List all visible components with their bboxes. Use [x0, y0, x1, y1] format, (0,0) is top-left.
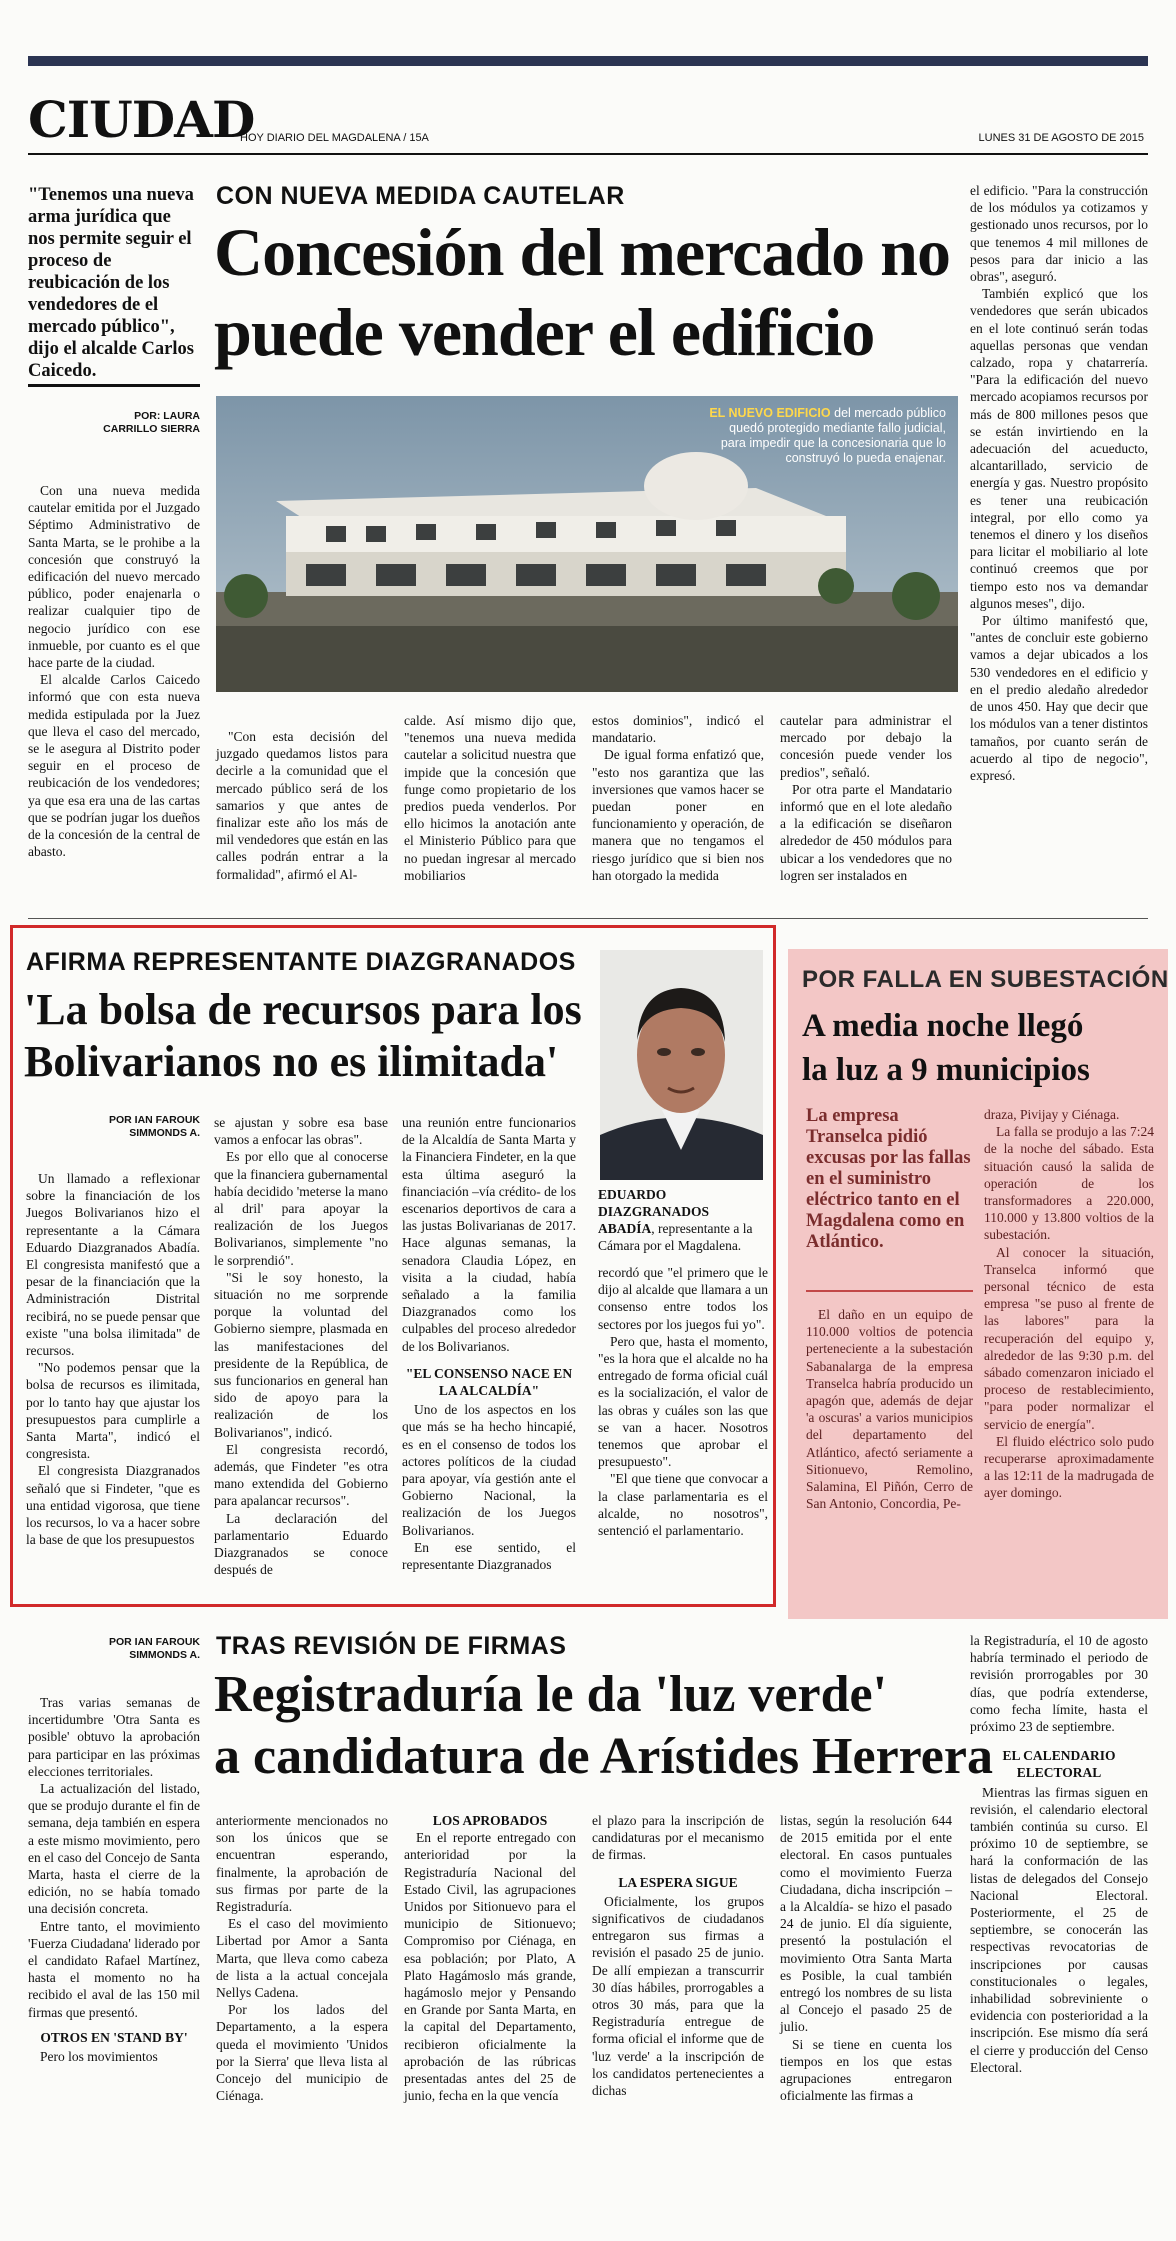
paragraph: el plazo para la inscripción de candidaturas por el mecanismo de firmas. [592, 1813, 764, 1863]
paragraph: Tras varias semanas de incertidumbre 'Otra Santa es posible' obtuvo la aprobación para participar en las próximas elecciones territoriales. [28, 1695, 200, 1779]
paragraph: El alcalde Carlos Caicedo informó que con esta nueva medida estipulada por la Juez que lleva el caso del mercado, se le asegura al Distrito poder seguir en el proceso de reubicación de los vendedores; ya que esa era una de las cartas que se podrían jugar los dueños de la concesión de la central de abasto. [28, 672, 200, 860]
portrait-caption-text: , representante a la Cámara por el Magdalena. [598, 1221, 753, 1253]
paragraph: "El que tiene que convocar a la clase parlamentaria es el alcalde, no nosotros", sentenció el parlamentario. [598, 1471, 768, 1539]
article-column [404, 1812, 576, 2104]
kicker: AFIRMA REPRESENTANTE DIAZGRANADOS [26, 948, 576, 976]
headline-line: a candidatura de Arístides Herrera [214, 1728, 993, 1785]
paragraph: recordó que "el primero que le dijo al alcalde que llamara a un consenso entre todos los sectores por los juegos fui yo". [598, 1265, 768, 1332]
article-column [216, 728, 388, 883]
photo-caption [706, 406, 946, 466]
kicker: POR FALLA EN SUBESTACIÓN [802, 966, 1169, 993]
paragraph: Uno de los aspectos en los que más se ha hecho hincapié, es en el consenso de todos los actores políticos de la ciudad para apoyar, vía gestión ante el Gobierno Nacional, la realización de los Juegos Bolivarianos. [402, 1402, 576, 1538]
paragraph: El daño en un equipo de 110.000 voltios de potencia perteneciente a la subestación Sabanalarga de la empresa Transelca habría producido un apagón que, además de dejar 'a oscuras' a varios municipios del departamento del Atlántico, afectó seriamente a Sitionuevo, Remolino, Salamina, El Piñón, Cerro de San Antonio, Concordia, Pe- [806, 1307, 973, 1512]
paragraph: "No podemos pensar que la bolsa de recursos es ilimitada, por lo tanto hay que ajustar los presupuestos para cumplirle a Santa Marta", indicó el congresista. [26, 1360, 200, 1462]
paragraph: Si se tiene en cuenta los tiempos en los que estas agrupaciones entregaron oficialmente las firmas a [780, 2036, 952, 2104]
photo-caption-text: del mercado público quedó protegido mediante fallo judicial, para impedir que la concesionaria que lo construyó lo pueda enajenar. [720, 406, 946, 465]
subheading: LA ESPERA SIGUE [618, 1874, 738, 1890]
article-column [592, 712, 764, 884]
headline-line: Concesión del mercado no [214, 214, 950, 290]
paragraph: draza, Pivijay y Ciénaga. [984, 1107, 1120, 1122]
paragraph: listas, según la resolución 644 de 2015 emitida por el ente electoral. En casos puntuales como el movimiento Fuerza Ciudadana, dicha inscripción –a la Alcaldía- se hizo el pasado 24 de junio. El día siguiente, presentó la postulación el movimiento Otra Santa Marta es Posible, la cual también entregó los nombres de su lista al Concejo el pasado 25 de julio. [780, 1813, 952, 2035]
headline-line: 'La bolsa de recursos para los [24, 985, 582, 1034]
kicker: CON NUEVA MEDIDA CAUTELAR [216, 182, 625, 210]
paragraph: Es el caso del movimiento Libertad por Amor a Santa Marta, que lleva como cabeza de lista a la actual concejala Nellys Cadena. [216, 1916, 388, 2001]
article-column [780, 712, 952, 884]
paragraph: En ese sentido, el representante Diazgranados [402, 1539, 576, 1573]
paragraph: cautelar para administrar el mercado por debajo la concesión puede vender los predios", señaló. [780, 713, 952, 780]
article-column [592, 1812, 764, 2099]
paragraph: De igual forma enfatizó que, "esto nos garantiza que las inversiones que vamos hacer se puedan poner en funcionamiento y operación, de manera que no tengamos el riesgo jurídico que si bien nos han otorgado la medida [592, 747, 764, 883]
article-column [214, 1114, 388, 1578]
pull-quote: "Tenemos una nueva arma jurídica que nos permite seguir el proceso de reubicación de los vendedores de el mercado público", dijo el alcalde Carlos Caicedo. [28, 185, 194, 381]
byline: POR IAN FAROUK SIMMONDS A. [108, 1114, 200, 1139]
article-column [404, 712, 576, 884]
paragraph: la Registraduría, el 10 de agosto habría terminado el periodo de revisión prorrogables por 30 días, que podría extenderse, como fecha límite, hasta el próximo 23 de septiembre. [970, 1633, 1148, 1735]
masthead-rule [28, 153, 1148, 155]
paragraph: Por último manifestó que, "antes de concluir este gobierno vamos a dejar ubicados a los 530 vendedores en el edificio y en el predio aledaño alrededor de unos 450. Hay que decir que los módulos van a tener distintos tamaños, por cuanto serán de acuerdo al tipo de negocio", expresó. [970, 613, 1148, 783]
headline [214, 212, 950, 372]
article-column [598, 1264, 768, 1539]
paragraph: "Con esta decisión del juzgado quedamos listos para decirle a la comunidad que el mercado público será de los samarios y que antes de finalizar este año los más de mil vendedores que están en las calles podrán entrar a la formalidad", afirmó el Al- [216, 729, 388, 882]
paragraph: En el reporte entregado con anterioridad por la Registraduría Nacional del Estado Civil, las agrupaciones Unidos por Sitionuevo para el municipio de Sitionuevo; Compromiso por Ciénaga, en esa población; por Plato, A Plato Hagámoslo más grande, hagámoslo mejor y Pensando en Grande por Santa Marta, en la capital del Departamento, recibieron oficialmente la aprobación de las rúbricas presentadas antes del 25 de junio, fecha en la que vencía [404, 1830, 576, 2104]
paragraph: se ajustan y sobre esa base vamos a enfocar las obras". [214, 1115, 388, 1148]
article-column [780, 1812, 952, 2104]
kicker: TRAS REVISIÓN DE FIRMAS [216, 1632, 567, 1660]
photo-caption-lead: EL NUEVO EDIFICIO [709, 406, 831, 420]
headline-line: puede vender el edificio [214, 294, 875, 370]
paragraph: También explicó que los vendedores que serán ubicados en el lote continuó serán todas aquellas personas que vendan calzado, ropa y chatarrería. "Para la edificación del nuevo mercado acopiamos recursos por más de 800 millones pesos que se están invirtiendo en la adecuación del acueducto, alcantarillado, servicio de energía y gas. Nuestro propósito es tener una reubicación integral, por ello como ya tenemos el dinero y los diseños para licitar el mobiliario al lote continuó creemos que por tiempo esto nos va demandar algunos meses", dijo. [970, 286, 1148, 611]
article-column [970, 1632, 1148, 2076]
article-column [216, 1812, 388, 2104]
paragraph: Por los lados del Departamento, a la espera queda el movimiento 'Unidos por la Sierra' que lleva lista al Concejo del municipio de Ciénaga. [216, 2002, 388, 2104]
paragraph: estos dominios", indicó el mandatario. [592, 713, 764, 746]
portrait-illustration [600, 950, 763, 1180]
paragraph: "Si le soy honesto, la situación no me sorprende porque la voluntad del Gobierno siempre, plasmada en las manifestaciones del presidente de la República, de sus funcionarios en general han sido de apoyo para la realización de los Bolivarianos", indicó. [214, 1269, 388, 1440]
headline [214, 1664, 993, 1788]
headline-line: A media noche llegó [802, 1008, 1084, 1044]
market-building-photo [216, 396, 958, 692]
article-column [402, 1114, 576, 1573]
paragraph: Por otra parte el Mandatario informó que en el lote aledaño a la edificación se diseñaron alrededor de 450 módulos para ubicar a los vendedores que no logren ser instalados en [780, 781, 952, 883]
paragraph: Pero que, hasta el momento, "es la hora que el alcalde no ha entregado de forma oficial cuál es la socialización, el valor de las obras y cuáles son las que se van a hacer. Nosotros tenemos que aprobar el presupuesto". [598, 1333, 768, 1470]
paragraph: el edificio. "Para la construcción de los módulos ya cotizamos y gestionado unos recursos, por lo que tenemos 4 mil millones de pesos para dar inicio a las obras", aseguró. [970, 183, 1148, 285]
article-column [970, 182, 1148, 784]
paragraph: Mientras las firmas siguen en revisión, el calendario electoral también continúa su curso. El próximo 10 de septiembre, se hará la conformación de las listas de delegados del Consejo Nacional Electoral. Posteriormente, el 25 de septiembre, se conocerán las respectivas revocatorias de inscripciones por causas constitucionales o legales, inhabilidad sobreviniente o evidencia con posterioridad a la inscripción. Ese mismo día será el cierre y producción del Censo Electoral. [970, 1784, 1148, 2075]
subheading: LOS APROBADOS [432, 1813, 548, 1828]
paragraph: anteriormente mencionados no son los únicos que se encuentran esperando, finalmente, la aprobación de sus firmas por parte de la Registraduría. [216, 1813, 388, 1915]
subheading: "EL CONSENSO NACE EN LA ALCALDÍA" [405, 1365, 573, 1399]
headline [802, 1004, 1090, 1092]
portrait-photo [600, 950, 763, 1180]
paper-reference: HOY DIARIO DEL MAGDALENA / 15A [240, 132, 429, 144]
byline: POR: LAURA CARRILLO SIERRA [103, 410, 200, 435]
article-column [28, 1694, 200, 2065]
subheading: OTROS EN 'STAND BY' [40, 2029, 188, 2045]
paragraph: calde. Así mismo dijo que, "tenemos una nueva medida cautelar a solicitud nuestra que impide que la concesión que funge como propietario de los predios pueda venderlos. Por ello hicimos la anotación ante el Ministerio Público para que no puedan ingresar al mercado mobiliarios [404, 713, 576, 883]
masthead-top-bar [28, 56, 1148, 66]
section-divider [28, 918, 1148, 919]
paragraph: Oficialmente, los grupos significativos de ciudadanos entregaron sus firmas a revisión el pasado 25 de junio. De allí empiezan a transcurrir 30 días hábiles, prorrogables a otros 30 más, para que la Registraduría entregue de forma oficial el informe que de 'luz verde' a la inscripción de los candidatos pertenecientes a dichas [592, 1893, 764, 2099]
paragraph: Con una nueva medida cautelar emitida por el Juzgado Séptimo Administrativo de Santa Marta, se le prohibe a la concesión que construyó la edificación del nuevo mercado público, poder enajenarla o realizar cualquier tipo de negocio jurídico con ese inmueble, por cuanto es el que hace parte de la ciudad. [28, 483, 200, 671]
pull-quote-rule [28, 384, 200, 387]
paragraph: Es por ello que al conocerse que la financiera gubernamental había decidido 'meterse la mano al dril' para apoyar la realización de los Juegos Bolivarianos, simplemente "no le sorprendió". [214, 1149, 388, 1268]
paragraph: La declaración del parlamentario Eduardo Diazgranados se conoce después de [214, 1510, 388, 1578]
paragraph: El congresista Diazgranados señaló que si Findeter, "que es una entidad vigorosa, que tiene los recursos, lo va a hacer sobre la base de que los presupuestos [26, 1463, 200, 1548]
headline-line: Registraduría le da 'luz verde' [214, 1666, 888, 1723]
paragraph: Pero los movimientos [40, 2049, 158, 2065]
headline-line: Bolivarianos no es ilimitada' [24, 1037, 559, 1086]
article-column [984, 1106, 1154, 1502]
portrait-caption [598, 1186, 768, 1254]
lead-rule [806, 1290, 973, 1292]
portrait-caption-name: EDUARDO DIAZGRANADOS ABADÍA [598, 1187, 710, 1236]
paragraph: Un llamado a reflexionar sobre la financiación de los Juegos Bolivarianos hizo el representante a la Cámara Eduardo Diazgranados Abadía. El congresista manifestó que a pesar de la financiación que la Administración Distrital recibirá, no se puede pensar que existe "una bolsa ilimitada" de recursos. [26, 1171, 200, 1359]
article-column [806, 1306, 973, 1512]
paragraph: El fluido eléctrico solo pudo recuperarse aproximadamente a las 12:11 de la madrugada de ayer domingo. [984, 1433, 1154, 1501]
headline-line: la luz a 9 municipios [802, 1052, 1090, 1088]
issue-date: LUNES 31 DE AGOSTO DE 2015 [978, 132, 1144, 144]
paragraph: Entre tanto, el movimiento 'Fuerza Ciudadana' liderado por el candidato Rafael Martínez, hasta el momento no ha recibido el aval de las 150 mil firmas que presentó. [28, 1918, 200, 2020]
paragraph: Al conocer la situación, Transelca informó que personal técnico de esta empresa "se puso al frente de las labores" para la recuperación del equipo y, alrededor de las 9:30 p.m. del sábado comenzaron iniciado el proceso de restablecimiento, "para poder normalizar el servicio de energía". [984, 1244, 1154, 1432]
article-column [28, 482, 200, 860]
headline [24, 984, 582, 1088]
section-name: CIUDAD [28, 90, 255, 149]
lead-paragraph: La empresa Transelca pidió excusas por las fallas en el suministro eléctrico tanto en el Magdalena como en Atlántico. [806, 1106, 971, 1252]
masthead [28, 92, 1148, 152]
article-column [26, 1170, 200, 1548]
byline: POR IAN FAROUK SIMMONDS A. [108, 1636, 200, 1661]
paragraph: El congresista recordó, además, que Findeter "es otra mano extendida del Gobierno para apalancar recursos". [214, 1441, 388, 1509]
paragraph: La falla se produjo a las 7:24 de la noche del sábado. Esta situación causó la salida de operación de los transformadores a 220.000, 110.000 y 13.800 voltios de la subestación. [984, 1124, 1154, 1243]
subheading: EL CALENDARIO ELECTORAL [1002, 1748, 1116, 1781]
paragraph: una reunión entre funcionarios de la Alcaldía de Santa Marta y la Financiera Findeter, en la que esta última aseguró la financiación –vía crédito- de los escenarios deportivos de cara a las justas Bolivarianas de 2017. Hace algunas semanas, la senadora Claudia López, en visita a la ciudad, había señalado a la familia Diazgranados como los culpables del proceso alrededor de los Bolivarianos. [402, 1115, 576, 1354]
paragraph: La actualización del listado, que se produjo durante el fin de semana, deja también en espera a este mismo movimiento, pero en el caso del Concejo de Santa Marta, hasta el cierre de la edición, no se había tomado una decisión concreta. [28, 1781, 200, 1917]
